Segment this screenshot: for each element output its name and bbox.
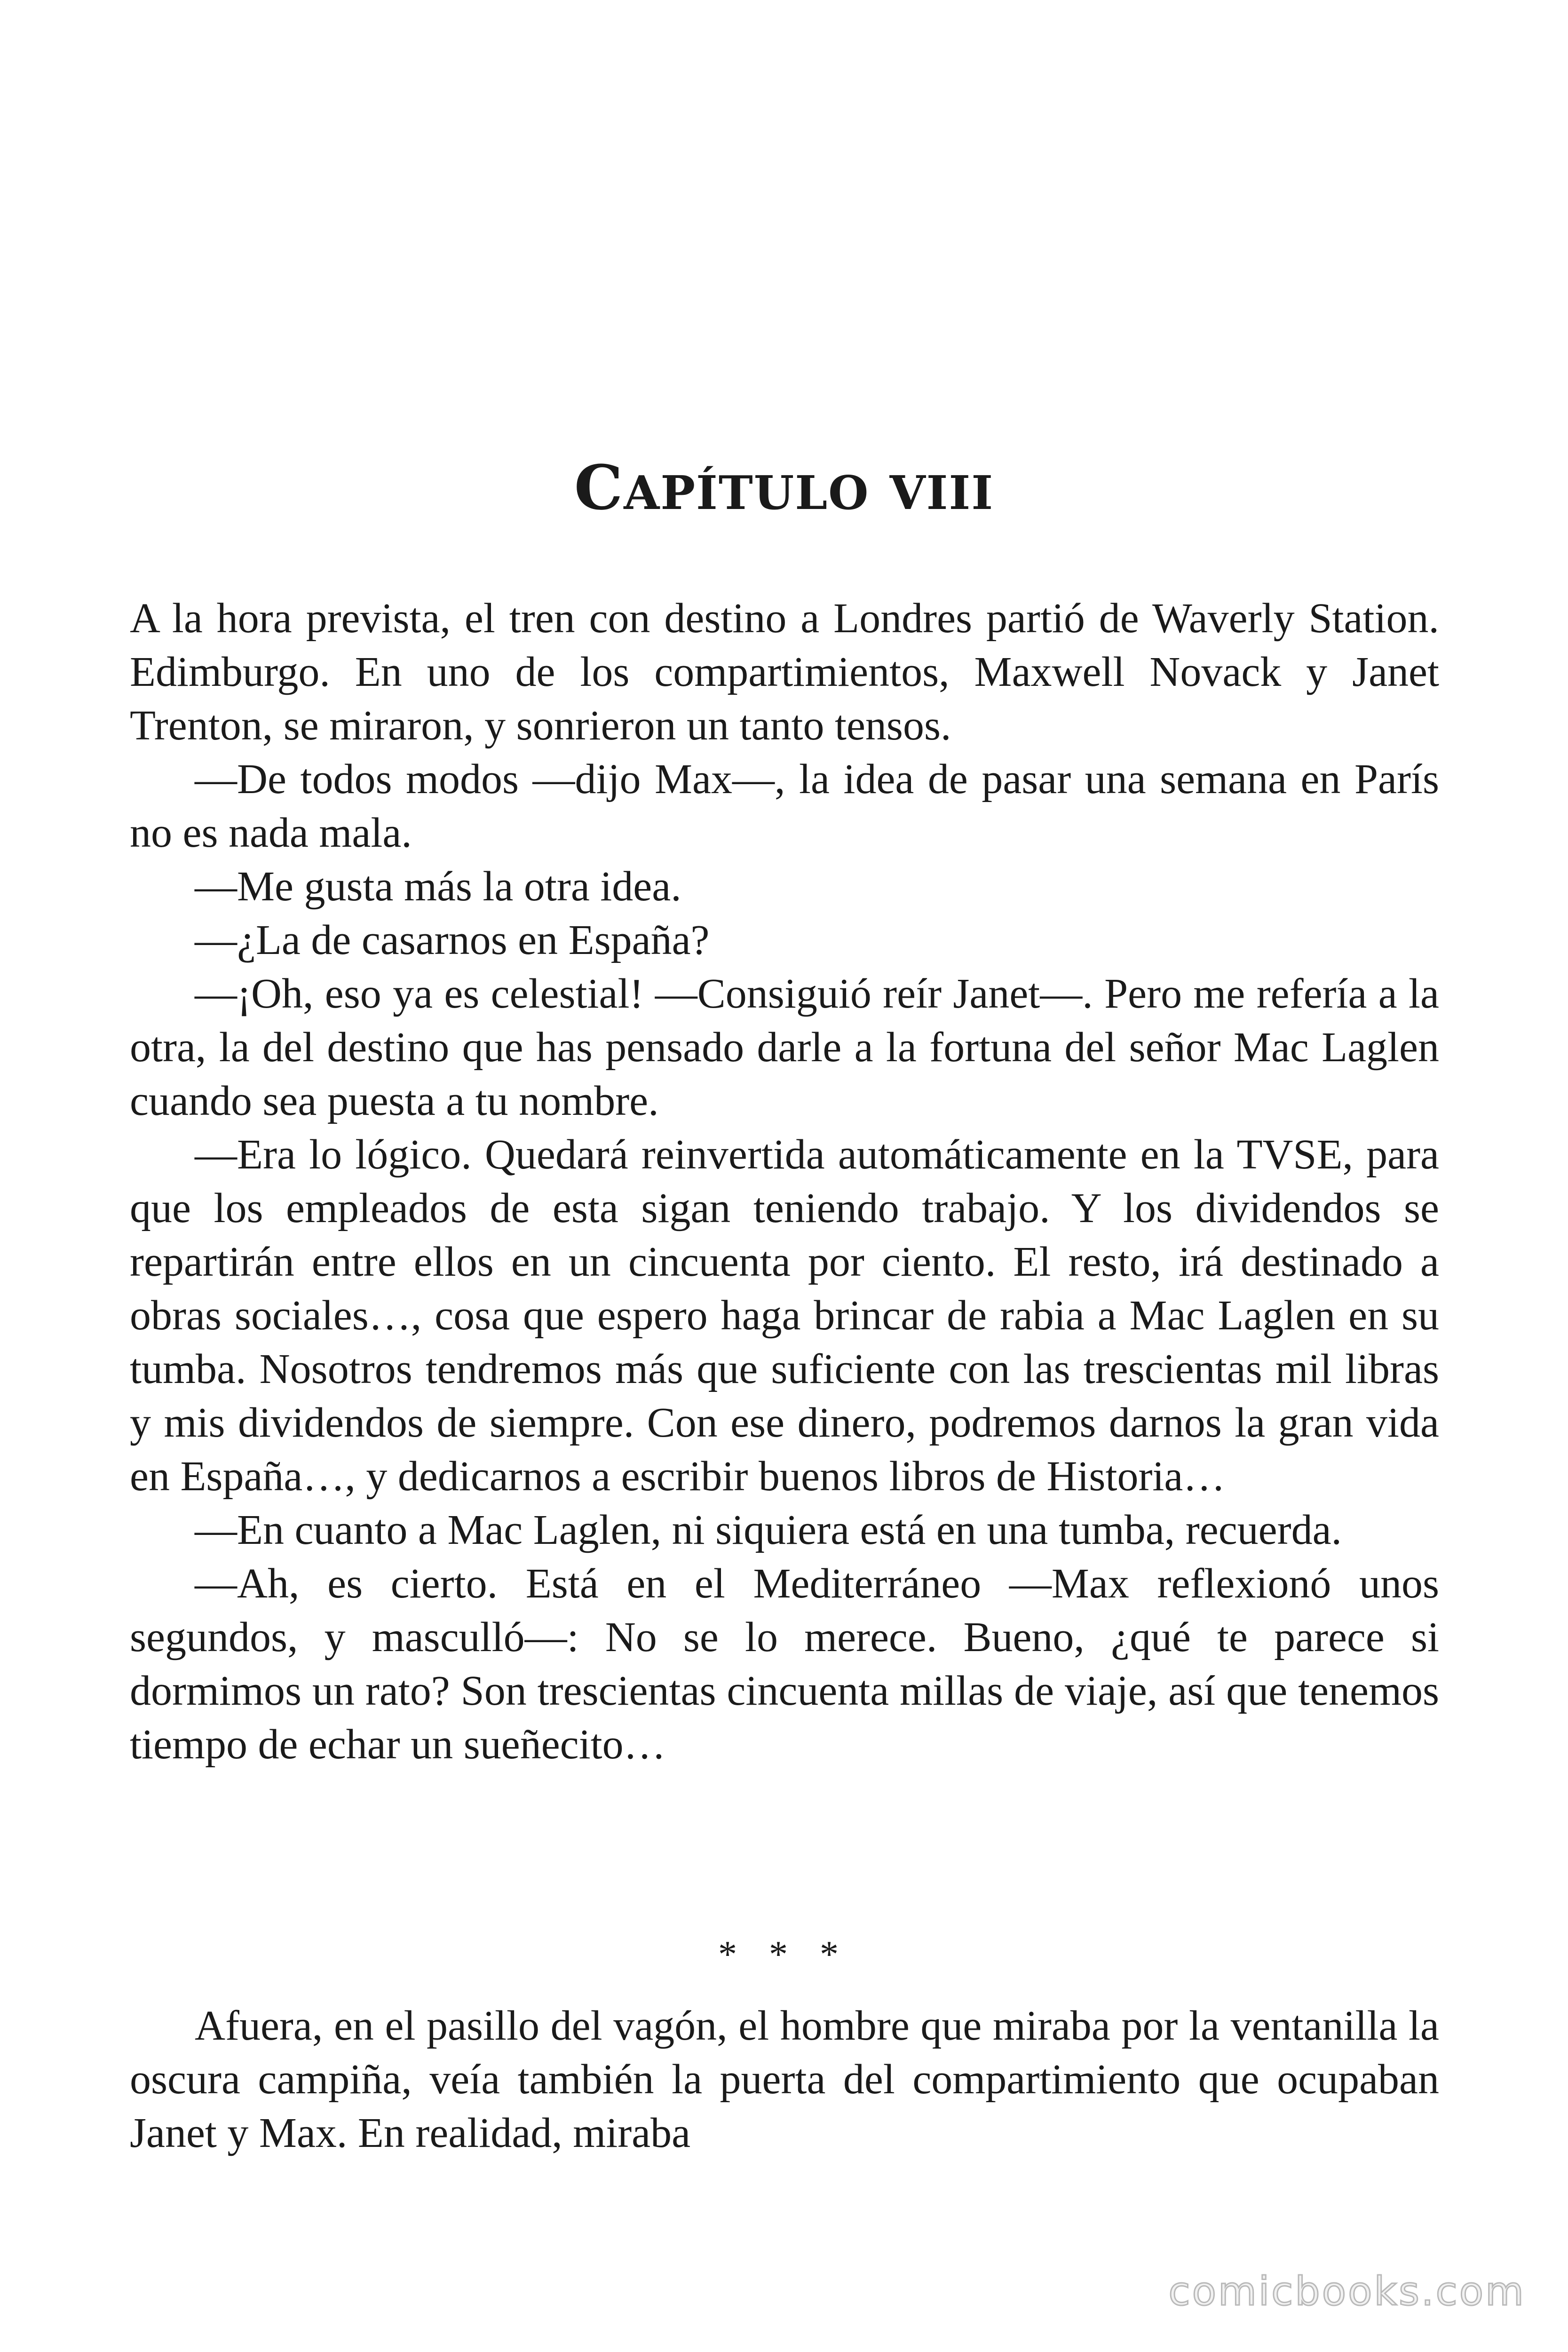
section-separator: * * * (718, 1934, 850, 1975)
paragraph: —Me gusta más la otra idea. (195, 863, 681, 910)
paragraph: —¿La de casarnos en España? (195, 917, 710, 963)
paragraph: A la hora prevista, el tren con destino a Londres partió de Waverly Station. Edimburgo. En uno de los compartimientos, Maxwell Novack y Janet Trenton, se miraron, y sonrieron un tanto tensos. (130, 595, 1439, 749)
chapter-title-rest: APÍTULO (624, 466, 870, 520)
paragraph: —En cuanto a Mac Laglen, ni siquiera está en una tumba, recuerda. (195, 1507, 1342, 1553)
paragraph: —Era lo lógico. Quedará reinvertida automáticamente en la TVSE, para que los empleados de esta sigan teniendo trabajo. Y los dividendos se repartirán entre ellos en un cincuenta por ciento. El resto, irá destinado a obras sociales…, cosa que espero haga brincar de rabia a Mac Laglen en su tumba. Nosotros tendremos más que suficiente con las trescientas mil libras y mis dividendos de siempre. Con ese dinero, podremos darnos la gran vida en España…, y dedicarnos a escribir buenos libros de Historia… (130, 1131, 1439, 1500)
chapter-title-initial: C (574, 452, 624, 524)
paragraph: Afuera, en el pasillo del vagón, el hombre que miraba por la ventanilla la oscura campiña, veía también la puerta del compartimiento que ocupaban Janet y Max. En realidad, miraba (130, 2002, 1439, 2156)
chapter-title (0, 452, 1568, 524)
watermark: comicbooks.com (1168, 2268, 1526, 2314)
chapter-body-continued (130, 1999, 1439, 2160)
chapter-body (130, 592, 1439, 1772)
paragraph: —De todos modos —dijo Max—, la idea de pasar una semana en París no es nada mala. (130, 756, 1439, 856)
paragraph: —Ah, es cierto. Está en el Mediterráneo —Max reflexionó unos segundos, y masculló—: No se lo merece. Bueno, ¿qué te parece si dormimos un rato? Son trescientas cincuenta millas de viaje, así que tenemos tiempo de echar un sueñecito… (130, 1560, 1439, 1768)
paragraph: —¡Oh, eso ya es celestial! —Consiguió reír Janet—. Pero me refería a la otra, la del destino que has pensado darle a la fortuna del señor Mac Laglen cuando sea puesta a tu nombre. (130, 970, 1439, 1124)
chapter-number: VIII (889, 466, 994, 520)
